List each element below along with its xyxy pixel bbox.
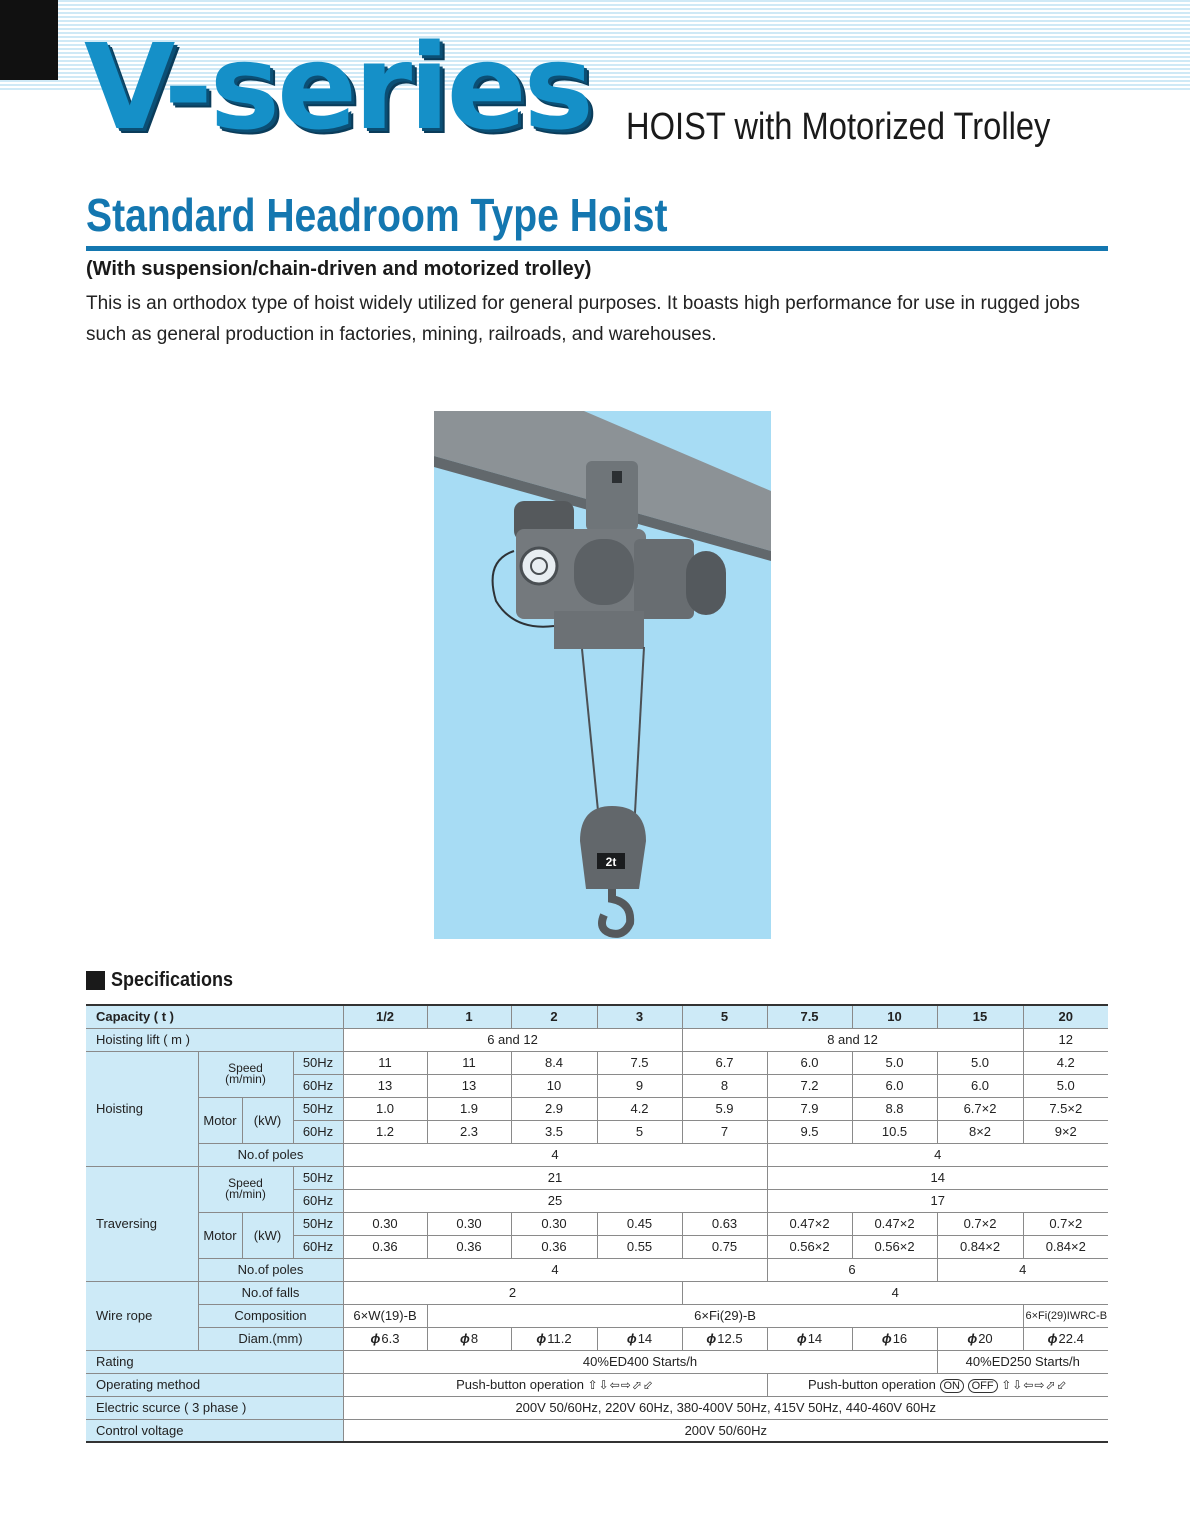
hoist-photo xyxy=(434,411,771,939)
electric-source-row: Electric scurce ( 3 phase ) 200V 50/60Hz, 220V 60Hz, 380-400V 50Hz, 415V 50Hz, 440-460V 60Hz xyxy=(86,1396,1108,1419)
section-subtitle: (With suspension/chain-driven and motorized trolley) xyxy=(86,258,592,280)
series-title: V-series xyxy=(84,18,591,156)
wire-rope-falls-row: Wire rope No.of falls 2 4 xyxy=(86,1281,1108,1304)
hoisting-speed-60-row: 60Hz 13 13 10 9 8 7.2 6.0 6.0 5.0 xyxy=(86,1074,1108,1097)
traversing-speed-60-row: 60Hz 25 17 xyxy=(86,1189,1108,1212)
hoist-motor xyxy=(574,539,634,605)
traversing-motor-50-row: Motor (kW) 50Hz 0.30 0.30 0.30 0.45 0.63 0.47×2 0.47×2 0.7×2 0.7×2 xyxy=(86,1212,1108,1235)
wire-rope-composition-row: Composition 6×W(19)-B 6×Fi(29)-B 6×Fi(29)IWRC-B xyxy=(86,1304,1108,1327)
hook-block xyxy=(580,806,646,889)
traversing-motor-60-row: 60Hz 0.36 0.36 0.36 0.55 0.75 0.56×2 0.56×2 0.84×2 0.84×2 xyxy=(86,1235,1108,1258)
section-divider xyxy=(86,246,1108,251)
heading-square-icon xyxy=(86,971,105,990)
hoisting-motor-60-row: 60Hz 1.2 2.3 3.5 5 7 9.5 10.5 8×2 9×2 xyxy=(86,1120,1108,1143)
operating-method-row: Operating method Push-button operation ⇧⇩⇦⇨⬀⬃ Push-button operation ON OFF ⇧⇩⇦⇨⬀⬃ xyxy=(86,1373,1108,1396)
direction-arrows-icon: ⇧⇩⇦⇨⬀⬃ xyxy=(1001,1378,1068,1392)
traversing-poles-row: No.of poles 4 6 4 xyxy=(86,1258,1108,1281)
capacity-row: Capacity ( t ) 1/2 1 2 3 5 7.5 10 15 20 xyxy=(86,1005,1108,1028)
rating-row: Rating 40%ED400 Starts/h 40%ED250 Starts/h xyxy=(86,1350,1108,1373)
control-voltage-row: Control voltage 200V 50/60Hz xyxy=(86,1419,1108,1442)
direction-arrows-icon: ⇧⇩⇦⇨⬀⬃ xyxy=(587,1378,654,1392)
section-title: Standard Headroom Type Hoist xyxy=(86,189,668,241)
hoisting-speed-50-row: Hoisting Speed (m/min) 50Hz 11 11 8.4 7.5 6.7 6.0 5.0 5.0 4.2 xyxy=(86,1051,1108,1074)
hoisting-motor-50-row: Motor (kW) 50Hz 1.0 1.9 2.9 4.2 5.9 7.9 8.8 6.7×2 7.5×2 xyxy=(86,1097,1108,1120)
brand-emblem xyxy=(521,548,557,584)
page-tab-marker xyxy=(0,0,58,80)
series-subtitle: HOIST with Motorized Trolley xyxy=(626,106,1051,148)
hoisting-lift-row: Hoisting lift ( m ) 6 and 12 8 and 12 12 xyxy=(86,1028,1108,1051)
rope-drum xyxy=(634,539,694,619)
hook-capacity-badge: 2t xyxy=(605,855,617,869)
specifications-heading: Specifications xyxy=(86,969,247,992)
hoisting-poles-row: No.of poles 4 4 xyxy=(86,1143,1108,1166)
traversing-speed-50-row: Traversing Speed (m/min) 50Hz 21 14 xyxy=(86,1166,1108,1189)
specifications-table xyxy=(86,1004,1108,1443)
intro-paragraph: This is an orthodox type of hoist widely utilized for general purposes. It boasts high performance for use in rugged jobs such as general production in factories, mining, railroads, and warehouses. xyxy=(86,293,1080,345)
wire-rope-diameter-row: Diam.(mm) ϕ6.3 ϕ8 ϕ11.2 ϕ14 ϕ12.5 ϕ14 ϕ16 ϕ20 ϕ22.4 xyxy=(86,1327,1108,1350)
